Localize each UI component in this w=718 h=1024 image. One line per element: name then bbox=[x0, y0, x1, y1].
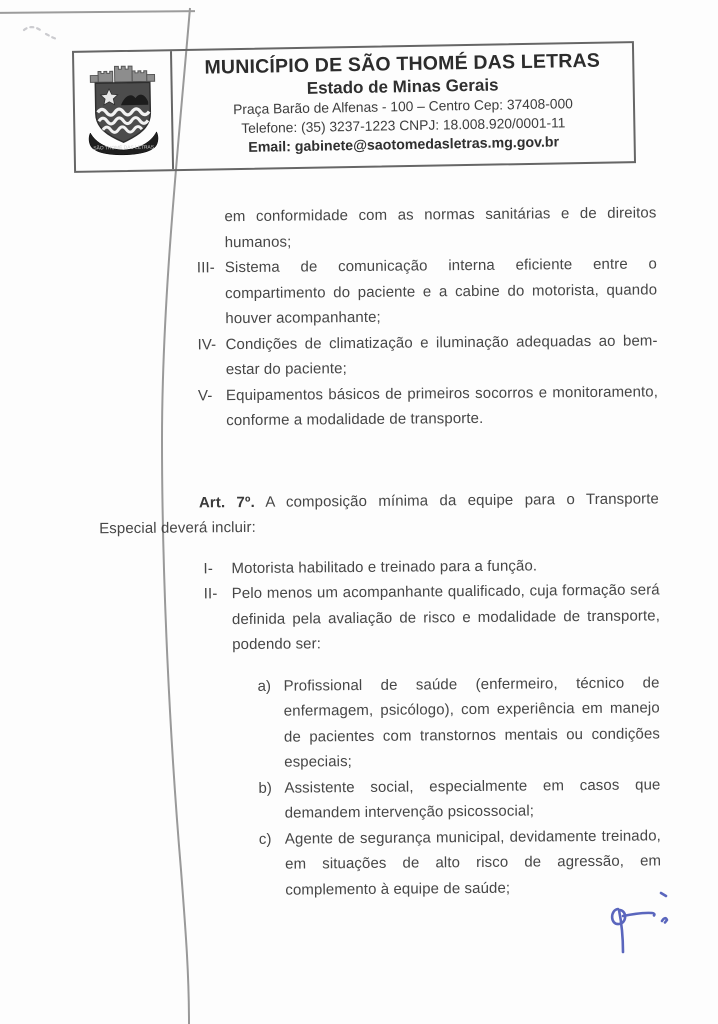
list-item-continuation bbox=[0, 200, 715, 257]
scan-edge-line bbox=[0, 10, 195, 14]
article-7-second-line: Especial deverá incluir: bbox=[99, 518, 256, 538]
email-line: Email: gabinete@saotomedasletras.mg.gov.br bbox=[248, 134, 560, 156]
list-item-iii bbox=[0, 251, 715, 334]
text-line: estar do paciente; bbox=[225, 360, 347, 379]
item-text bbox=[283, 670, 660, 775]
text-line: em conformidade com as normas sanitárias e de direitos bbox=[224, 204, 657, 226]
text-line: Pelo menos um acompanhante qualificado, cuja formação será bbox=[231, 581, 660, 603]
item-text bbox=[225, 251, 658, 331]
state-subtitle: Estado de Minas Gerais bbox=[306, 75, 499, 98]
phone-cnpj-line: Telefone: (35) 3237-1223 CNPJ: 18.008.920/0001-11 bbox=[241, 115, 566, 136]
item-text bbox=[284, 772, 660, 826]
item-text bbox=[224, 200, 656, 255]
item-text bbox=[231, 552, 659, 581]
item-text bbox=[232, 577, 661, 657]
article-7-number: Art. 7º. bbox=[198, 493, 255, 511]
item-text bbox=[226, 379, 658, 434]
text-line: enfermagem, psicólogo), com experiência em manejo bbox=[283, 699, 660, 720]
item-marker: a) bbox=[257, 677, 272, 695]
vehicle-requirements-list bbox=[0, 200, 716, 436]
crest-ribbon-text: SÃO THOMÉ DAS LETRAS bbox=[93, 145, 155, 152]
text-line: houver acompanhante; bbox=[225, 308, 381, 328]
document-body bbox=[0, 200, 718, 905]
list-item-b bbox=[1, 771, 718, 828]
item-text bbox=[225, 328, 657, 383]
text-line: podendo ser: bbox=[232, 635, 322, 654]
municipal-coat-of-arms-icon bbox=[85, 60, 161, 161]
list-item-a bbox=[0, 669, 718, 777]
text-line: demandem intervenção psicossocial; bbox=[284, 802, 535, 822]
text-line: humanos; bbox=[224, 233, 292, 251]
text-line: conforme a modalidade de transporte. bbox=[226, 409, 484, 430]
text-line: especiais; bbox=[284, 753, 352, 771]
text-line: Condições de climatização e iluminação adequadas ao bem- bbox=[225, 331, 658, 353]
text-line: Equipamentos básicos de primeiros socorros e monitoramento, bbox=[225, 382, 659, 404]
item-marker: II- bbox=[203, 585, 218, 603]
text-line: Motorista habilitado e treinado para a função. bbox=[231, 556, 538, 577]
list-item-ii bbox=[0, 577, 718, 660]
text-line: de pacientes com transtornos mentais ou condições bbox=[283, 724, 661, 746]
text-line: Profissional de saúde (enfermeiro, técnico de bbox=[283, 673, 660, 695]
item-marker: IV- bbox=[197, 335, 217, 353]
municipality-title: MUNICÍPIO DE SÃO THOMÉ DAS LETRAS bbox=[204, 49, 601, 79]
text-line: compartimento do paciente e a cabine do motorista, quando bbox=[225, 280, 658, 302]
article-7-text: A composição mínima da equipe para o Transporte bbox=[265, 489, 660, 511]
list-item-v bbox=[0, 378, 716, 435]
text-line: Sistema de comunicação interna eficiente entre o bbox=[224, 255, 657, 277]
crest-cell bbox=[74, 51, 174, 171]
article-7-paragraph bbox=[0, 485, 717, 542]
article-7-first-line bbox=[99, 486, 659, 516]
handwritten-signature-initial bbox=[585, 880, 680, 990]
text-line: definida pela avaliação de risco e modalidade de transporte, bbox=[231, 606, 661, 628]
text-line: Assistente social, especialmente em casos que bbox=[284, 775, 661, 797]
letterhead-text bbox=[172, 43, 634, 169]
item-marker: c) bbox=[258, 830, 272, 848]
pen-smudge-mark bbox=[20, 22, 68, 46]
item-marker: V- bbox=[197, 386, 213, 404]
list-item-iv bbox=[0, 327, 716, 384]
text-line: Agente de segurança municipal, devidamente treinado, bbox=[284, 826, 661, 848]
text-line: complemento à equipe de saúde; bbox=[285, 879, 511, 899]
team-composition-list bbox=[0, 551, 718, 659]
item-marker: I- bbox=[203, 559, 213, 577]
item-marker: b) bbox=[258, 779, 273, 797]
letterhead-box bbox=[72, 41, 636, 173]
item-marker: III- bbox=[196, 259, 215, 277]
address-line: Praça Barão de Alfenas - 100 – Centro Cep: 37408-000 bbox=[232, 96, 573, 118]
text-line: em situações de alto risco de agressão, em bbox=[285, 852, 662, 873]
companion-types-list bbox=[0, 669, 718, 905]
